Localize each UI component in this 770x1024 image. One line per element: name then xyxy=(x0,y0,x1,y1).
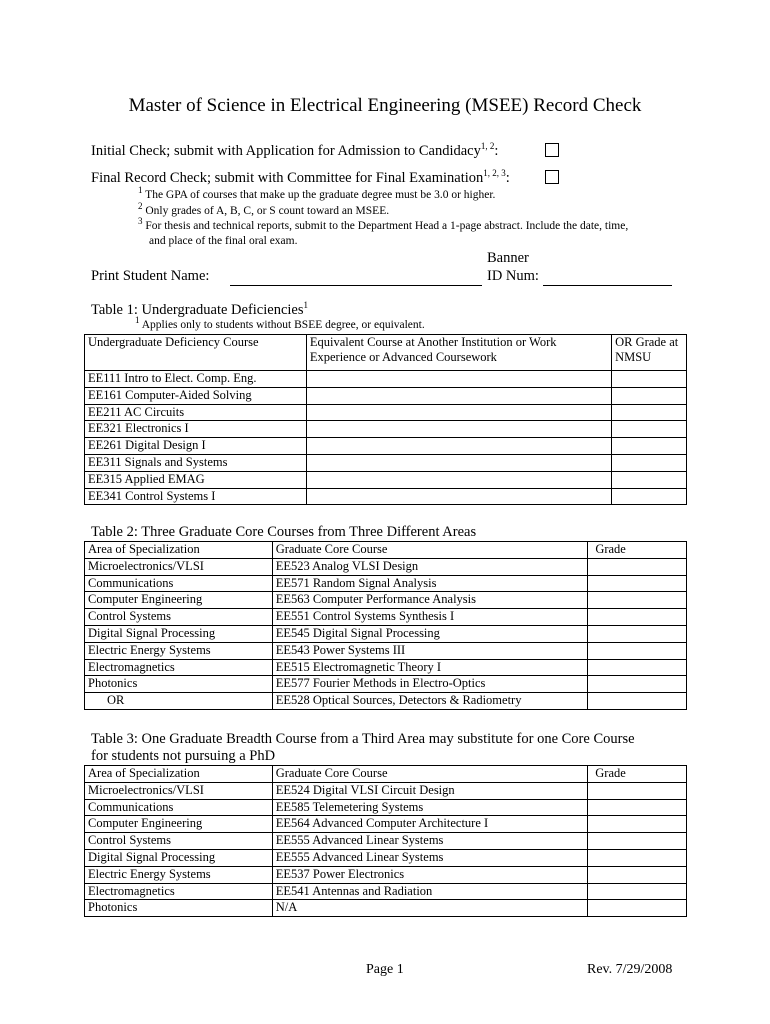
grade-cell[interactable] xyxy=(612,454,687,471)
footnote-1: $^1$ The GPA of courses that make up the graduate degree must be 3.0 or higher. xyxy=(138,185,496,201)
breadth-course-cell: EE555 Advanced Linear Systems xyxy=(272,833,588,850)
deficiency-course: EE261 Digital Design I xyxy=(85,438,307,455)
area-cell: Electric Energy Systems xyxy=(85,866,273,883)
area-cell: Control Systems xyxy=(85,833,273,850)
table-row xyxy=(85,471,687,488)
table-row xyxy=(85,625,687,642)
footnote-2: $^2$ Only grades of A, B, C, or S count toward an MSEE. xyxy=(138,201,390,217)
equivalent-course-cell[interactable] xyxy=(306,404,611,421)
equivalent-course-cell[interactable] xyxy=(306,488,611,505)
grade-cell[interactable] xyxy=(588,558,687,575)
table-row xyxy=(85,575,687,592)
grade-cell[interactable] xyxy=(588,592,687,609)
footnote-3-continuation: and place of the final oral exam. xyxy=(149,235,298,247)
core-course-cell: EE551 Control Systems Synthesis I xyxy=(272,609,588,626)
area-cell: Communications xyxy=(85,575,273,592)
table1-header-equivalent: Equivalent Course at Another Institution or Work Experience or Advanced Coursework xyxy=(306,335,611,371)
grade-cell[interactable] xyxy=(612,387,687,404)
deficiency-course: EE315 Applied EMAG xyxy=(85,471,307,488)
grade-cell[interactable] xyxy=(588,883,687,900)
equivalent-course-cell[interactable] xyxy=(306,421,611,438)
deficiency-course: EE341 Control Systems I xyxy=(85,488,307,505)
area-cell: Photonics xyxy=(85,676,273,693)
table1-caption: Table 1: Undergraduate Deficiencies$^1$ xyxy=(91,300,308,318)
area-cell: Computer Engineering xyxy=(85,592,273,609)
breadth-course-cell: EE537 Power Electronics xyxy=(272,866,588,883)
final-check-checkbox[interactable] xyxy=(545,170,559,184)
table-row xyxy=(85,371,687,388)
table-row xyxy=(85,558,687,575)
undergraduate-deficiencies-table xyxy=(84,334,687,505)
table-row xyxy=(85,849,687,866)
table-row xyxy=(85,659,687,676)
area-cell: Photonics xyxy=(85,900,273,917)
breadth-course-cell: EE541 Antennas and Radiation xyxy=(272,883,588,900)
table-row xyxy=(85,816,687,833)
table3-header-area: Area of Specialization xyxy=(85,766,273,783)
core-course-cell: EE515 Electromagnetic Theory I xyxy=(272,659,588,676)
grade-cell[interactable] xyxy=(588,659,687,676)
document-title: Master of Science in Electrical Engineering (MSEE) Record Check xyxy=(128,95,642,116)
table-row xyxy=(85,438,687,455)
grade-cell[interactable] xyxy=(588,833,687,850)
equivalent-course-cell[interactable] xyxy=(306,438,611,455)
id-num-field[interactable] xyxy=(543,270,672,286)
final-check-footnote-ref: 1, 2, 3 xyxy=(483,168,506,179)
deficiency-course: EE161 Computer-Aided Solving xyxy=(85,387,307,404)
table2-header-grade: Grade xyxy=(588,542,687,559)
table2-caption: Table 2: Three Graduate Core Courses from Three Different Areas xyxy=(91,524,477,540)
table-row xyxy=(85,833,687,850)
initial-check-footnote-ref: 1, 2 xyxy=(480,141,495,152)
area-cell: Digital Signal Processing xyxy=(85,625,273,642)
area-cell: Electromagnetics xyxy=(85,883,273,900)
id-num-label: ID Num: xyxy=(487,268,539,284)
footnote-3: $^3$ For thesis and technical reports, submit to the Department Head a 1-page abstract. Include the date, time, xyxy=(138,216,629,232)
banner-label: Banner xyxy=(487,250,529,266)
core-course-cell: EE528 Optical Sources, Detectors & Radiometry xyxy=(272,693,588,710)
area-cell: OR xyxy=(85,693,273,710)
breadth-course-cell: EE524 Digital VLSI Circuit Design xyxy=(272,782,588,799)
graduate-core-courses-table xyxy=(84,541,687,710)
table-row xyxy=(85,866,687,883)
area-cell: Control Systems xyxy=(85,609,273,626)
grade-cell[interactable] xyxy=(612,471,687,488)
table-row xyxy=(85,642,687,659)
table3-caption-line2: for students not pursuing a PhD xyxy=(91,748,276,764)
area-cell: Electromagnetics xyxy=(85,659,273,676)
grade-cell[interactable] xyxy=(588,866,687,883)
equivalent-course-cell[interactable] xyxy=(306,387,611,404)
grade-cell[interactable] xyxy=(588,609,687,626)
grade-cell[interactable] xyxy=(612,438,687,455)
student-name-label: Print Student Name: xyxy=(91,268,210,284)
table-row xyxy=(85,782,687,799)
area-cell: Computer Engineering xyxy=(85,816,273,833)
graduate-breadth-courses-table xyxy=(84,765,687,917)
student-name-field[interactable] xyxy=(230,270,482,286)
area-cell: Digital Signal Processing xyxy=(85,849,273,866)
table1-header-row xyxy=(85,335,687,371)
breadth-course-cell: N/A xyxy=(272,900,588,917)
grade-cell[interactable] xyxy=(612,488,687,505)
core-course-cell: EE571 Random Signal Analysis xyxy=(272,575,588,592)
grade-cell[interactable] xyxy=(612,421,687,438)
table1-header-course: Undergraduate Deficiency Course xyxy=(85,335,307,371)
initial-check-label: Initial Check; submit with Application for Admission to Candidacy$^{1, 2}$: xyxy=(91,141,499,159)
table-row xyxy=(85,592,687,609)
table-row xyxy=(85,404,687,421)
table-row xyxy=(85,609,687,626)
grade-cell[interactable] xyxy=(588,642,687,659)
grade-cell[interactable] xyxy=(588,799,687,816)
initial-check-checkbox[interactable] xyxy=(545,143,559,157)
table3-header-grade: Grade xyxy=(588,766,687,783)
deficiency-course: EE321 Electronics I xyxy=(85,421,307,438)
table2-header-row xyxy=(85,542,687,559)
grade-cell[interactable] xyxy=(588,676,687,693)
table2-header-area: Area of Specialization xyxy=(85,542,273,559)
table2-header-course: Graduate Core Course xyxy=(272,542,588,559)
grade-cell[interactable] xyxy=(588,816,687,833)
core-course-cell: EE563 Computer Performance Analysis xyxy=(272,592,588,609)
area-cell: Electric Energy Systems xyxy=(85,642,273,659)
table-row xyxy=(85,883,687,900)
revision-date: Rev. 7/29/2008 xyxy=(587,962,673,977)
table-row xyxy=(85,900,687,917)
grade-cell[interactable] xyxy=(588,625,687,642)
area-cell: Microelectronics/VLSI xyxy=(85,558,273,575)
table-row xyxy=(85,387,687,404)
table-row xyxy=(85,676,687,693)
area-cell: Communications xyxy=(85,799,273,816)
table1-header-grade: OR Grade at NMSU xyxy=(612,335,687,371)
breadth-course-cell: EE585 Telemetering Systems xyxy=(272,799,588,816)
core-course-cell: EE543 Power Systems III xyxy=(272,642,588,659)
final-check-label: Final Record Check; submit with Committee for Final Examination$^{1, 2, 3}$: xyxy=(91,168,510,186)
table3-caption-line1: Table 3: One Graduate Breadth Course from a Third Area may substitute for one Core Course xyxy=(91,731,635,747)
table-row xyxy=(85,454,687,471)
grade-cell[interactable] xyxy=(588,782,687,799)
core-course-cell: EE577 Fourier Methods in Electro-Optics xyxy=(272,676,588,693)
table3-header-row xyxy=(85,766,687,783)
equivalent-course-cell[interactable] xyxy=(306,454,611,471)
deficiency-course: EE211 AC Circuits xyxy=(85,404,307,421)
grade-cell[interactable] xyxy=(588,575,687,592)
breadth-course-cell: EE555 Advanced Linear Systems xyxy=(272,849,588,866)
grade-cell[interactable] xyxy=(588,849,687,866)
page-number: Page 1 xyxy=(366,962,404,977)
area-cell: Microelectronics/VLSI xyxy=(85,782,273,799)
core-course-cell: EE523 Analog VLSI Design xyxy=(272,558,588,575)
breadth-course-cell: EE564 Advanced Computer Architecture I xyxy=(272,816,588,833)
deficiency-course: EE111 Intro to Elect. Comp. Eng. xyxy=(85,371,307,388)
table-row xyxy=(85,488,687,505)
grade-cell[interactable] xyxy=(612,371,687,388)
grade-cell[interactable] xyxy=(588,900,687,917)
equivalent-course-cell[interactable] xyxy=(306,471,611,488)
table-row xyxy=(85,693,687,710)
deficiency-course: EE311 Signals and Systems xyxy=(85,454,307,471)
table-row xyxy=(85,421,687,438)
grade-cell[interactable] xyxy=(588,693,687,710)
grade-cell[interactable] xyxy=(612,404,687,421)
equivalent-course-cell[interactable] xyxy=(306,371,611,388)
core-course-cell: EE545 Digital Signal Processing xyxy=(272,625,588,642)
table3-header-course: Graduate Core Course xyxy=(272,766,588,783)
table-row xyxy=(85,799,687,816)
table1-note: $^1$ Applies only to students without BSEE degree, or equivalent. xyxy=(135,315,425,331)
